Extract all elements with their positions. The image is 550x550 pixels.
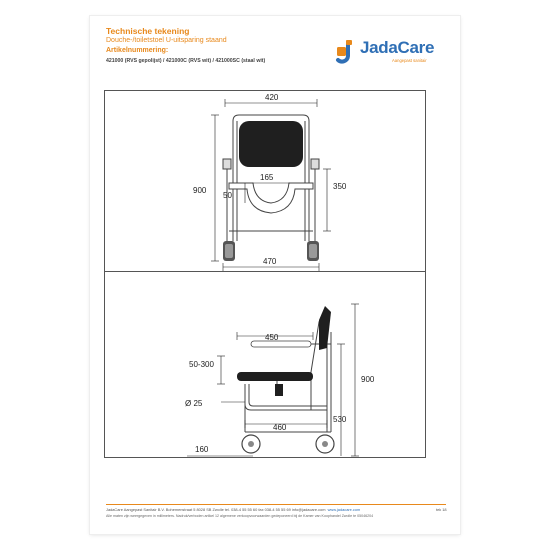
- document-header: [106, 26, 446, 74]
- front-height-label: 900: [193, 186, 207, 195]
- document-title: Technische tekening: [106, 26, 190, 36]
- front-width-bottom-label: 470: [263, 257, 277, 266]
- side-armrest: [251, 341, 311, 347]
- footer-divider: [106, 504, 446, 505]
- side-height-knob: [275, 384, 283, 396]
- side-seat-depth-label: 450: [265, 333, 279, 342]
- front-armrest-height-label: 350: [333, 182, 347, 191]
- article-number-label: Artikelnummering:: [106, 47, 169, 54]
- side-wheels: [242, 435, 334, 453]
- side-frame-depth-label: 460: [273, 423, 287, 432]
- footer-disclaimer: Alle maten zijn weergegeven in millimeters. Nadruk/verboden artikel 12 algemene verkoopvoorwaarden gedeponeerd bij de Kamer van Koophandel Zwolle te 05046204: [106, 514, 374, 518]
- article-number-codes: 421000 (RVS gepolijst) / 421000C (RVS wit) / 421000SC (staal wit): [106, 58, 266, 64]
- front-cutout-width-label: 165: [260, 173, 274, 182]
- footer-website-link[interactable]: www.jadacare.com: [327, 507, 361, 512]
- side-wheel-height-label: 160: [195, 445, 209, 454]
- front-backrest: [239, 121, 303, 167]
- footer-page-code: tek 18: [436, 507, 447, 512]
- side-backrest: [319, 306, 331, 350]
- side-view-drawing: [104, 271, 426, 458]
- logo-tagline: Aangepast sanitair: [392, 58, 427, 63]
- front-cutout-depth-label: 50: [223, 191, 232, 200]
- side-armrest-height-label: 530: [333, 415, 347, 424]
- document-page: [90, 16, 460, 534]
- side-height-label: 900: [361, 375, 375, 384]
- side-tube-diameter-label: Ø 25: [185, 399, 203, 408]
- document-subtitle: Douche-/toiletstoel U-uitsparing staand: [106, 37, 227, 44]
- footer-company-address: JadaCare Aangepast Sanitair B.V. Bohemenstraat 5 8028 SB Zwolle tel. 038-4 55 55 60 fax 038-4 55 55 69 info@jadacare.com: [106, 507, 326, 512]
- side-seat: [237, 372, 313, 381]
- footer-company-info: [106, 507, 360, 512]
- side-seat-height-label: 50-300: [189, 360, 214, 369]
- front-width-top-label: 420: [265, 93, 279, 102]
- jadacare-logo-icon: [334, 38, 360, 64]
- front-view-drawing: [104, 90, 426, 274]
- jadacare-logo: [334, 38, 444, 68]
- logo-brand-text: JadaCare: [360, 38, 435, 57]
